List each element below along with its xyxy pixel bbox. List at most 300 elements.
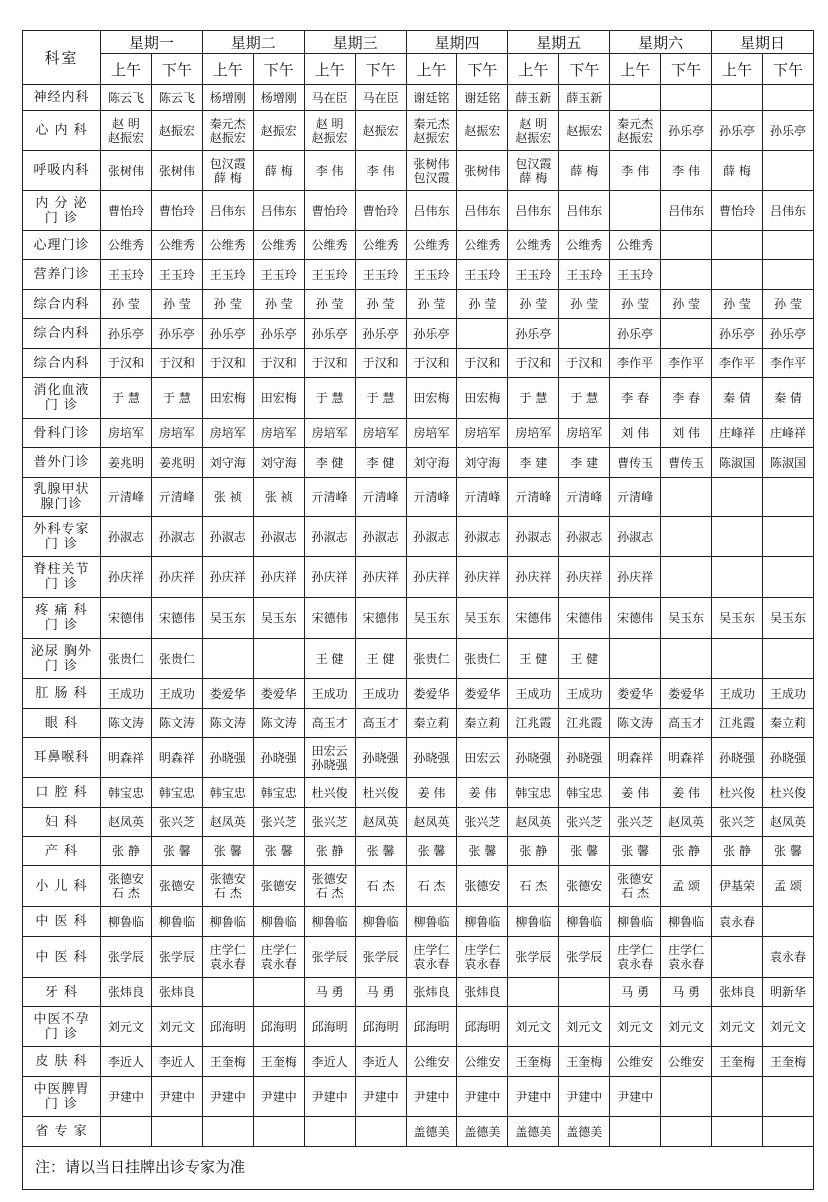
dept-label: 耳鼻喉科 — [33, 750, 90, 765]
doctor-name: 李近人 — [107, 1054, 144, 1069]
pm-doctor-cell — [457, 679, 508, 709]
am-doctor-cell — [202, 419, 253, 448]
doctor-name: 吴玉东 — [719, 611, 756, 625]
am-doctor-cell — [610, 191, 661, 231]
doctor-name: 陈文涛 — [209, 716, 246, 730]
am-doctor-cell — [610, 837, 661, 866]
doctor-name: 马 勇 — [315, 985, 344, 999]
doctor-name: 刘元文 — [719, 1019, 756, 1034]
am-doctor-cell — [712, 709, 763, 738]
doctor-name: 李近人 — [362, 1054, 399, 1069]
pm-doctor-cell — [355, 978, 406, 1007]
doctor-name: 邱海明 — [209, 1019, 246, 1034]
schedule-sheet — [22, 30, 814, 1147]
doctor-name: 吴玉东 — [209, 611, 246, 625]
doctor-name: 曹怡玲 — [158, 203, 195, 218]
am-header: 上午 — [101, 54, 152, 85]
dept-label: 综合内科 — [33, 326, 90, 341]
doctor-name: 明森祥 — [158, 750, 195, 765]
am-doctor-cell — [508, 1077, 559, 1117]
dept-cell — [23, 639, 101, 679]
dept-label: 产 科 — [44, 843, 79, 859]
doctor-name: 孙乐亭 — [769, 123, 806, 138]
doctor-name: 杜兴俊 — [362, 785, 399, 800]
am-doctor-cell — [101, 778, 152, 808]
am-doctor-cell — [304, 111, 355, 151]
doctor-name: 杜兴俊 — [311, 785, 348, 800]
day-header: 星期五 — [508, 31, 610, 54]
doctor-name: 宋德伟 — [158, 611, 195, 625]
am-doctor-cell — [610, 419, 661, 448]
doctor-name: 于汉和 — [464, 356, 501, 370]
pm-doctor-cell — [559, 907, 610, 937]
pm-doctor-cell — [457, 709, 508, 738]
am-doctor-cell — [610, 937, 661, 978]
doctor-name: 明森祥 — [668, 750, 705, 765]
pm-doctor-cell — [661, 778, 712, 808]
dept-cell — [23, 1077, 101, 1117]
am-doctor-cell — [712, 639, 763, 679]
pm-doctor-cell — [559, 1077, 610, 1117]
am-doctor-cell — [202, 598, 253, 639]
pm-doctor-cell — [253, 866, 304, 907]
doctor-name: 房培军 — [515, 426, 552, 440]
pm-doctor-cell — [253, 837, 304, 866]
doctor-name: 吕伟东 — [464, 203, 501, 218]
dept-label: 普外门诊 — [33, 455, 90, 470]
pm-doctor-cell — [559, 937, 610, 978]
pm-doctor-cell — [355, 151, 406, 191]
am-doctor-cell — [508, 598, 559, 639]
dept-cell — [23, 808, 101, 837]
pm-doctor-cell — [457, 260, 508, 290]
doctor-name: 杨增刚 — [260, 90, 297, 105]
dept-cell — [23, 517, 101, 557]
pm-doctor-cell — [253, 290, 304, 319]
doctor-name: 张德安 — [260, 879, 297, 893]
am-doctor-cell — [508, 111, 559, 151]
doctor-name: 马在臣 — [311, 90, 348, 105]
am-doctor-cell — [508, 231, 559, 260]
doctor-name: 王成功 — [107, 686, 144, 701]
pm-doctor-cell — [762, 937, 813, 978]
doctor-name: 孙淑志 — [566, 529, 603, 544]
table-row — [23, 639, 814, 679]
pm-doctor-cell — [253, 111, 304, 151]
doctor-name: 薛玉新 — [515, 90, 552, 105]
am-doctor-cell — [712, 679, 763, 709]
pm-doctor-cell — [355, 378, 406, 419]
dept-cell — [23, 907, 101, 937]
am-doctor-cell — [712, 378, 763, 419]
doctor-name: 房培军 — [209, 426, 246, 440]
doctor-name: 张学辰 — [566, 950, 603, 964]
doctor-name: 邱海明 — [260, 1019, 297, 1034]
pm-doctor-cell — [762, 349, 813, 378]
am-doctor-cell — [304, 1047, 355, 1077]
pm-doctor-cell — [253, 1007, 304, 1047]
am-doctor-cell — [202, 290, 253, 319]
day-header: 星期三 — [304, 31, 406, 54]
doctor-name: 曹怡玲 — [311, 203, 348, 218]
am-doctor-cell — [508, 1007, 559, 1047]
am-doctor-cell — [304, 478, 355, 517]
pm-doctor-cell — [355, 738, 406, 778]
doctor-name: 李作平 — [617, 356, 654, 370]
doctor-name: 孙庆祥 — [413, 570, 450, 584]
doctor-name: 王奎梅 — [209, 1054, 246, 1069]
dept-label: 中医不孕 门 诊 — [33, 1011, 90, 1042]
am-doctor-cell — [712, 1007, 763, 1047]
doctor-name: 张树伟 — [464, 163, 501, 178]
doctor-name: 柳鲁临 — [515, 914, 552, 929]
am-doctor-cell — [712, 1047, 763, 1077]
dept-cell — [23, 709, 101, 738]
pm-doctor-cell — [661, 448, 712, 478]
pm-doctor-cell — [253, 231, 304, 260]
am-doctor-cell — [712, 937, 763, 978]
pm-doctor-cell — [559, 978, 610, 1007]
am-doctor-cell — [202, 907, 253, 937]
dept-cell — [23, 151, 101, 191]
doctor-name: 王 健 — [366, 651, 395, 666]
pm-doctor-cell — [253, 448, 304, 478]
doctor-name: 赵振宏 — [362, 123, 399, 138]
doctor-name: 吕伟东 — [260, 203, 297, 218]
doctor-name: 于 慧 — [162, 391, 191, 405]
doctor-name: 杨增刚 — [209, 90, 246, 105]
doctor-name: 吴玉东 — [668, 611, 705, 625]
pm-doctor-cell — [457, 517, 508, 557]
am-doctor-cell — [406, 1007, 457, 1047]
am-doctor-cell — [406, 679, 457, 709]
am-doctor-cell — [610, 808, 661, 837]
pm-doctor-cell — [762, 778, 813, 808]
pm-doctor-cell — [559, 808, 610, 837]
doctor-name: 王玉玲 — [311, 267, 348, 282]
pm-doctor-cell — [559, 378, 610, 419]
pm-doctor-cell — [661, 111, 712, 151]
doctor-name: 马 勇 — [672, 985, 701, 999]
doctor-name: 孙淑志 — [413, 529, 450, 544]
am-doctor-cell — [202, 349, 253, 378]
doctor-name: 田宏梅 — [464, 391, 501, 405]
doctor-name: 王玉玲 — [413, 267, 450, 282]
doctor-name: 房培军 — [158, 426, 195, 440]
doctor-name: 孙乐亭 — [668, 123, 705, 138]
pm-doctor-cell — [661, 598, 712, 639]
doctor-name: 张炜良 — [107, 985, 144, 999]
pm-doctor-cell — [151, 191, 202, 231]
doctor-name: 张 馨 — [621, 844, 650, 858]
doctor-name: 邱海明 — [362, 1019, 399, 1034]
am-doctor-cell — [508, 1047, 559, 1077]
pm-doctor-cell — [355, 598, 406, 639]
pm-doctor-cell — [559, 349, 610, 378]
pm-doctor-cell — [762, 448, 813, 478]
doctor-name: 姜兆明 — [107, 455, 144, 470]
am-doctor-cell — [610, 290, 661, 319]
am-doctor-cell — [304, 907, 355, 937]
am-doctor-cell — [406, 290, 457, 319]
doctor-name: 庄学仁 袁永春 — [668, 943, 705, 971]
pm-doctor-cell — [457, 231, 508, 260]
doctor-name: 张炜良 — [464, 985, 501, 999]
pm-header: 下午 — [661, 54, 712, 85]
am-doctor-cell — [304, 260, 355, 290]
table-row — [23, 448, 814, 478]
dept-cell — [23, 598, 101, 639]
pm-doctor-cell — [762, 639, 813, 679]
am-doctor-cell — [508, 191, 559, 231]
am-doctor-cell — [304, 1077, 355, 1117]
pm-doctor-cell — [457, 191, 508, 231]
am-doctor-cell — [406, 191, 457, 231]
pm-doctor-cell — [355, 937, 406, 978]
am-doctor-cell — [508, 319, 559, 349]
doctor-name: 孙乐亭 — [515, 326, 552, 341]
doctor-name: 赵凤英 — [362, 815, 399, 829]
am-doctor-cell — [712, 738, 763, 778]
doctor-name: 孙 莹 — [112, 297, 140, 311]
am-doctor-cell — [304, 349, 355, 378]
pm-doctor-cell — [559, 111, 610, 151]
am-doctor-cell — [508, 349, 559, 378]
am-doctor-cell — [406, 448, 457, 478]
pm-doctor-cell — [151, 478, 202, 517]
doctor-name: 张炜良 — [413, 985, 450, 999]
doctor-name: 刘守海 — [260, 455, 297, 470]
am-doctor-cell — [304, 778, 355, 808]
dept-label: 中医脾胃 门 诊 — [33, 1081, 90, 1112]
doctor-name: 田宏云 — [464, 750, 501, 765]
pm-doctor-cell — [457, 808, 508, 837]
pm-doctor-cell — [253, 319, 304, 349]
dept-cell — [23, 978, 101, 1007]
pm-doctor-cell — [661, 85, 712, 111]
pm-doctor-cell — [457, 598, 508, 639]
doctor-name: 孙晓强 — [769, 750, 806, 765]
doctor-name: 张 静 — [672, 844, 701, 858]
am-doctor-cell — [610, 478, 661, 517]
pm-doctor-cell — [457, 778, 508, 808]
pm-doctor-cell — [559, 448, 610, 478]
dept-cell — [23, 1007, 101, 1047]
doctor-name: 秦元杰 赵振宏 — [413, 116, 450, 145]
pm-doctor-cell — [762, 151, 813, 191]
doctor-name: 于汉和 — [566, 356, 603, 370]
pm-doctor-cell — [559, 191, 610, 231]
doctor-name: 亓清峰 — [617, 490, 654, 504]
am-doctor-cell — [712, 260, 763, 290]
doctor-name: 尹建中 — [617, 1089, 654, 1104]
pm-doctor-cell — [457, 1077, 508, 1117]
pm-doctor-cell — [457, 639, 508, 679]
am-doctor-cell — [610, 1007, 661, 1047]
am-doctor-cell — [610, 349, 661, 378]
doctor-name: 房培军 — [413, 426, 450, 440]
am-doctor-cell — [712, 111, 763, 151]
doctor-name: 袁永春 — [719, 914, 756, 929]
pm-doctor-cell — [559, 290, 610, 319]
am-doctor-cell — [406, 557, 457, 598]
am-doctor-cell — [508, 679, 559, 709]
table-row — [23, 866, 814, 907]
pm-doctor-cell — [151, 85, 202, 111]
am-doctor-cell — [406, 1047, 457, 1077]
am-header: 上午 — [304, 54, 355, 85]
pm-doctor-cell — [559, 837, 610, 866]
doctor-name: 柳鲁临 — [566, 914, 603, 929]
doctor-name: 王玉玲 — [464, 267, 501, 282]
doctor-name: 王成功 — [769, 686, 806, 701]
am-doctor-cell — [202, 1047, 253, 1077]
doctor-name: 刘元文 — [617, 1019, 654, 1034]
am-doctor-cell — [202, 738, 253, 778]
dept-label: 牙 科 — [44, 984, 79, 1000]
doctor-name: 娄爱华 — [209, 686, 246, 701]
am-doctor-cell — [202, 378, 253, 419]
pm-doctor-cell — [762, 808, 813, 837]
doctor-name: 杜兴俊 — [769, 785, 806, 800]
am-doctor-cell — [304, 85, 355, 111]
doctor-name: 孙淑志 — [260, 529, 297, 544]
am-doctor-cell — [712, 1077, 763, 1117]
doctor-name: 石 杰 — [417, 879, 446, 893]
doctor-name: 姜兆明 — [158, 455, 195, 470]
pm-doctor-cell — [559, 598, 610, 639]
doctor-name: 孙庆祥 — [260, 570, 297, 584]
am-doctor-cell — [406, 709, 457, 738]
pm-doctor-cell — [762, 978, 813, 1007]
doctor-name: 赵凤英 — [107, 815, 144, 829]
doctor-name: 于 慧 — [112, 391, 140, 405]
doctor-name: 秦立莉 — [769, 716, 806, 730]
doctor-name: 陈文涛 — [617, 716, 654, 730]
pm-doctor-cell — [457, 866, 508, 907]
am-doctor-cell — [304, 290, 355, 319]
doctor-name: 李作平 — [719, 356, 756, 370]
pm-doctor-cell — [253, 378, 304, 419]
doctor-name: 王成功 — [311, 686, 348, 701]
pm-doctor-cell — [661, 191, 712, 231]
doctor-name: 石 杰 — [366, 879, 395, 893]
doctor-name: 孙 莹 — [366, 297, 395, 311]
doctor-name: 于汉和 — [209, 356, 246, 370]
doctor-name: 薛玉新 — [566, 90, 603, 105]
doctor-name: 薛 梅 — [264, 163, 293, 178]
pm-doctor-cell — [355, 1077, 406, 1117]
doctor-name: 孙 莹 — [315, 297, 344, 311]
pm-doctor-cell — [355, 191, 406, 231]
table-row — [23, 837, 814, 866]
doctor-name: 田宏梅 — [413, 391, 450, 405]
doctor-name: 王玉玲 — [362, 267, 399, 282]
am-doctor-cell — [304, 598, 355, 639]
pm-doctor-cell — [762, 1077, 813, 1117]
doctor-name: 孙 莹 — [723, 297, 751, 311]
doctor-name: 杜兴俊 — [719, 785, 756, 800]
doctor-name: 于 慧 — [315, 391, 344, 405]
doctor-name: 亓清峰 — [566, 490, 603, 504]
pm-doctor-cell — [762, 517, 813, 557]
doctor-name: 曹传玉 — [668, 455, 705, 470]
pm-doctor-cell — [355, 260, 406, 290]
am-doctor-cell — [202, 778, 253, 808]
doctor-name: 尹建中 — [107, 1089, 144, 1104]
pm-doctor-cell — [253, 808, 304, 837]
table-row — [23, 679, 814, 709]
doctor-name: 孙庆祥 — [209, 570, 246, 584]
dept-label: 中 医 科 — [35, 949, 88, 965]
am-doctor-cell — [712, 349, 763, 378]
pm-doctor-cell — [457, 290, 508, 319]
am-doctor-cell — [508, 290, 559, 319]
doctor-name: 孙乐亭 — [260, 326, 297, 341]
am-doctor-cell — [406, 231, 457, 260]
doctor-name: 秦立莉 — [464, 716, 501, 730]
pm-doctor-cell — [559, 1047, 610, 1077]
am-doctor-cell — [304, 866, 355, 907]
am-doctor-cell — [101, 151, 152, 191]
doctor-name: 尹建中 — [464, 1089, 501, 1104]
doctor-name: 王玉玲 — [260, 267, 297, 282]
doctor-name: 庄学仁 袁永春 — [617, 943, 654, 971]
doctor-name: 赵凤英 — [413, 815, 450, 829]
am-doctor-cell — [406, 1077, 457, 1117]
table-row — [23, 907, 814, 937]
doctor-name: 公维秀 — [260, 238, 297, 252]
dept-cell — [23, 448, 101, 478]
doctor-name: 柳鲁临 — [260, 914, 297, 929]
doctor-name: 曹怡玲 — [362, 203, 399, 218]
dept-cell — [23, 679, 101, 709]
doctor-name: 孙庆祥 — [515, 570, 552, 584]
doctor-name: 柳鲁临 — [311, 914, 348, 929]
pm-doctor-cell — [253, 738, 304, 778]
am-doctor-cell — [712, 151, 763, 191]
doctor-name: 张贵仁 — [413, 651, 450, 666]
am-doctor-cell — [202, 1077, 253, 1117]
dept-cell — [23, 260, 101, 290]
doctor-name: 公维秀 — [209, 238, 246, 252]
doctor-name: 田宏梅 — [260, 391, 297, 405]
dept-label: 皮 肤 科 — [35, 1054, 88, 1069]
pm-doctor-cell — [355, 85, 406, 111]
am-doctor-cell — [610, 448, 661, 478]
am-doctor-cell — [712, 419, 763, 448]
doctor-name: 张兴芝 — [260, 815, 297, 829]
doctor-name: 曹怡玲 — [107, 203, 144, 218]
doctor-name: 明森祥 — [617, 750, 654, 765]
am-doctor-cell — [508, 557, 559, 598]
day-header: 星期四 — [406, 31, 508, 54]
pm-doctor-cell — [151, 639, 202, 679]
am-doctor-cell — [101, 85, 152, 111]
doctor-name: 柳鲁临 — [107, 914, 144, 929]
am-doctor-cell — [406, 378, 457, 419]
am-doctor-cell — [508, 419, 559, 448]
doctor-name: 王玉玲 — [158, 267, 195, 282]
pm-doctor-cell — [457, 319, 508, 349]
dept-label: 妇 科 — [44, 814, 79, 830]
doctor-name: 孙乐亭 — [413, 326, 450, 341]
doctor-name: 孙晓强 — [209, 750, 246, 765]
pm-doctor-cell — [151, 738, 202, 778]
pm-doctor-cell — [661, 319, 712, 349]
am-doctor-cell — [202, 937, 253, 978]
am-doctor-cell — [101, 260, 152, 290]
